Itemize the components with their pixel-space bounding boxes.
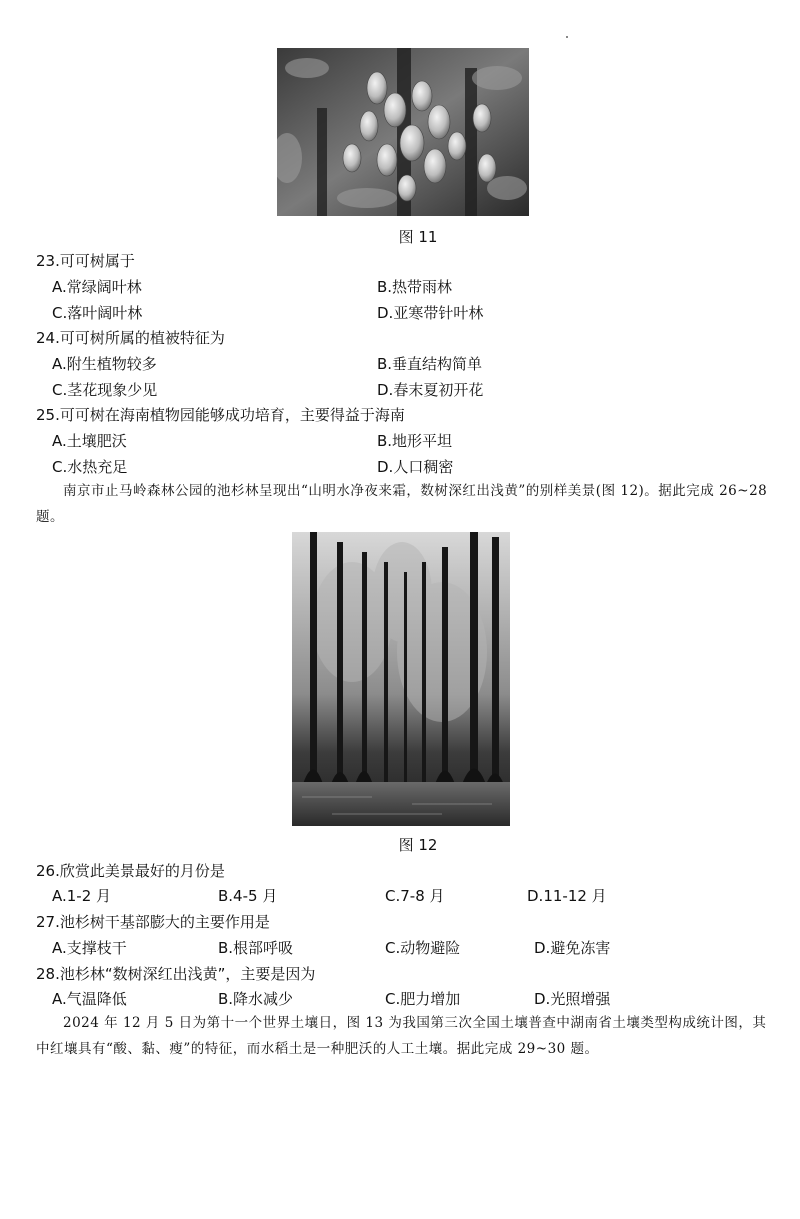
question-23-option-a: A.常绿阔叶林 xyxy=(52,278,142,296)
question-24-option-a: A.附生植物较多 xyxy=(52,355,157,373)
question-23-option-b: B.热带雨林 xyxy=(377,278,453,296)
question-23-stem: 23.可可树属于 xyxy=(36,252,135,270)
question-23-option-d: D.亚寒带针叶林 xyxy=(377,304,484,322)
question-27-option-b: B.根部呼吸 xyxy=(218,939,294,957)
figure-12-forest-photo xyxy=(292,532,510,826)
speck xyxy=(566,36,568,38)
question-28-option-a: A.气温降低 xyxy=(52,990,127,1008)
question-28-stem: 28.池杉林“数树深红出浅黄”，主要是因为 xyxy=(36,965,316,983)
question-27-option-a: A.支撑枝干 xyxy=(52,939,127,957)
question-27-option-d: D.避免冻害 xyxy=(534,939,611,957)
question-24-option-b: B.垂直结构简单 xyxy=(377,355,483,373)
question-26-option-a: A.1-2 月 xyxy=(52,887,112,905)
taxodium-forest-photo-icon xyxy=(292,532,510,826)
question-25-stem: 25.可可树在海南植物园能够成功培育，主要得益于海南 xyxy=(36,406,405,424)
question-26-option-b: B.4-5 月 xyxy=(218,887,278,905)
cacao-tree-photo-icon xyxy=(277,48,529,216)
question-25-option-b: B.地形平坦 xyxy=(377,432,453,450)
passage-26-28: 南京市止马岭森林公园的池杉林呈现出“山明水净夜来霜，数树深红出浅黄”的别样美景(图 12)。据此完成 26~28 题。 xyxy=(36,483,768,525)
question-24-option-c: C.茎花现象少见 xyxy=(52,381,158,399)
question-26-option-d: D.11-12 月 xyxy=(527,887,607,905)
question-25-option-c: C.水热充足 xyxy=(52,458,128,476)
question-26-option-c: C.7-8 月 xyxy=(385,887,445,905)
question-25-option-a: A.土壤肥沃 xyxy=(52,432,127,450)
question-28-option-d: D.光照增强 xyxy=(534,990,611,1008)
question-26-stem: 26.欣赏此美景最好的月份是 xyxy=(36,862,225,880)
figure-12-caption: 图 12 xyxy=(398,836,438,854)
question-24-stem: 24.可可树所属的植被特征为 xyxy=(36,329,225,347)
question-23-option-c: C.落叶阔叶林 xyxy=(52,304,143,322)
figure-11-cacao-photo xyxy=(277,48,529,216)
passage-29-30: 2024 年 12 月 5 日为第十一个世界土壤日，图 13 为我国第三次全国土壤普查中湖南省土壤类型构成统计图，其中红壤具有“酸、黏、瘦”的特征，而水稻土是一种肥沃的人工土壤。据此完成 29~30 题。 xyxy=(36,1015,767,1057)
question-28-option-c: C.肥力增加 xyxy=(385,990,461,1008)
question-28-option-b: B.降水减少 xyxy=(218,990,294,1008)
figure-11-caption: 图 11 xyxy=(398,228,438,246)
question-24-option-d: D.春末夏初开花 xyxy=(377,381,484,399)
question-25-option-d: D.人口稠密 xyxy=(377,458,454,476)
question-27-stem: 27.池杉树干基部膨大的主要作用是 xyxy=(36,913,270,931)
question-27-option-c: C.动物避险 xyxy=(385,939,461,957)
